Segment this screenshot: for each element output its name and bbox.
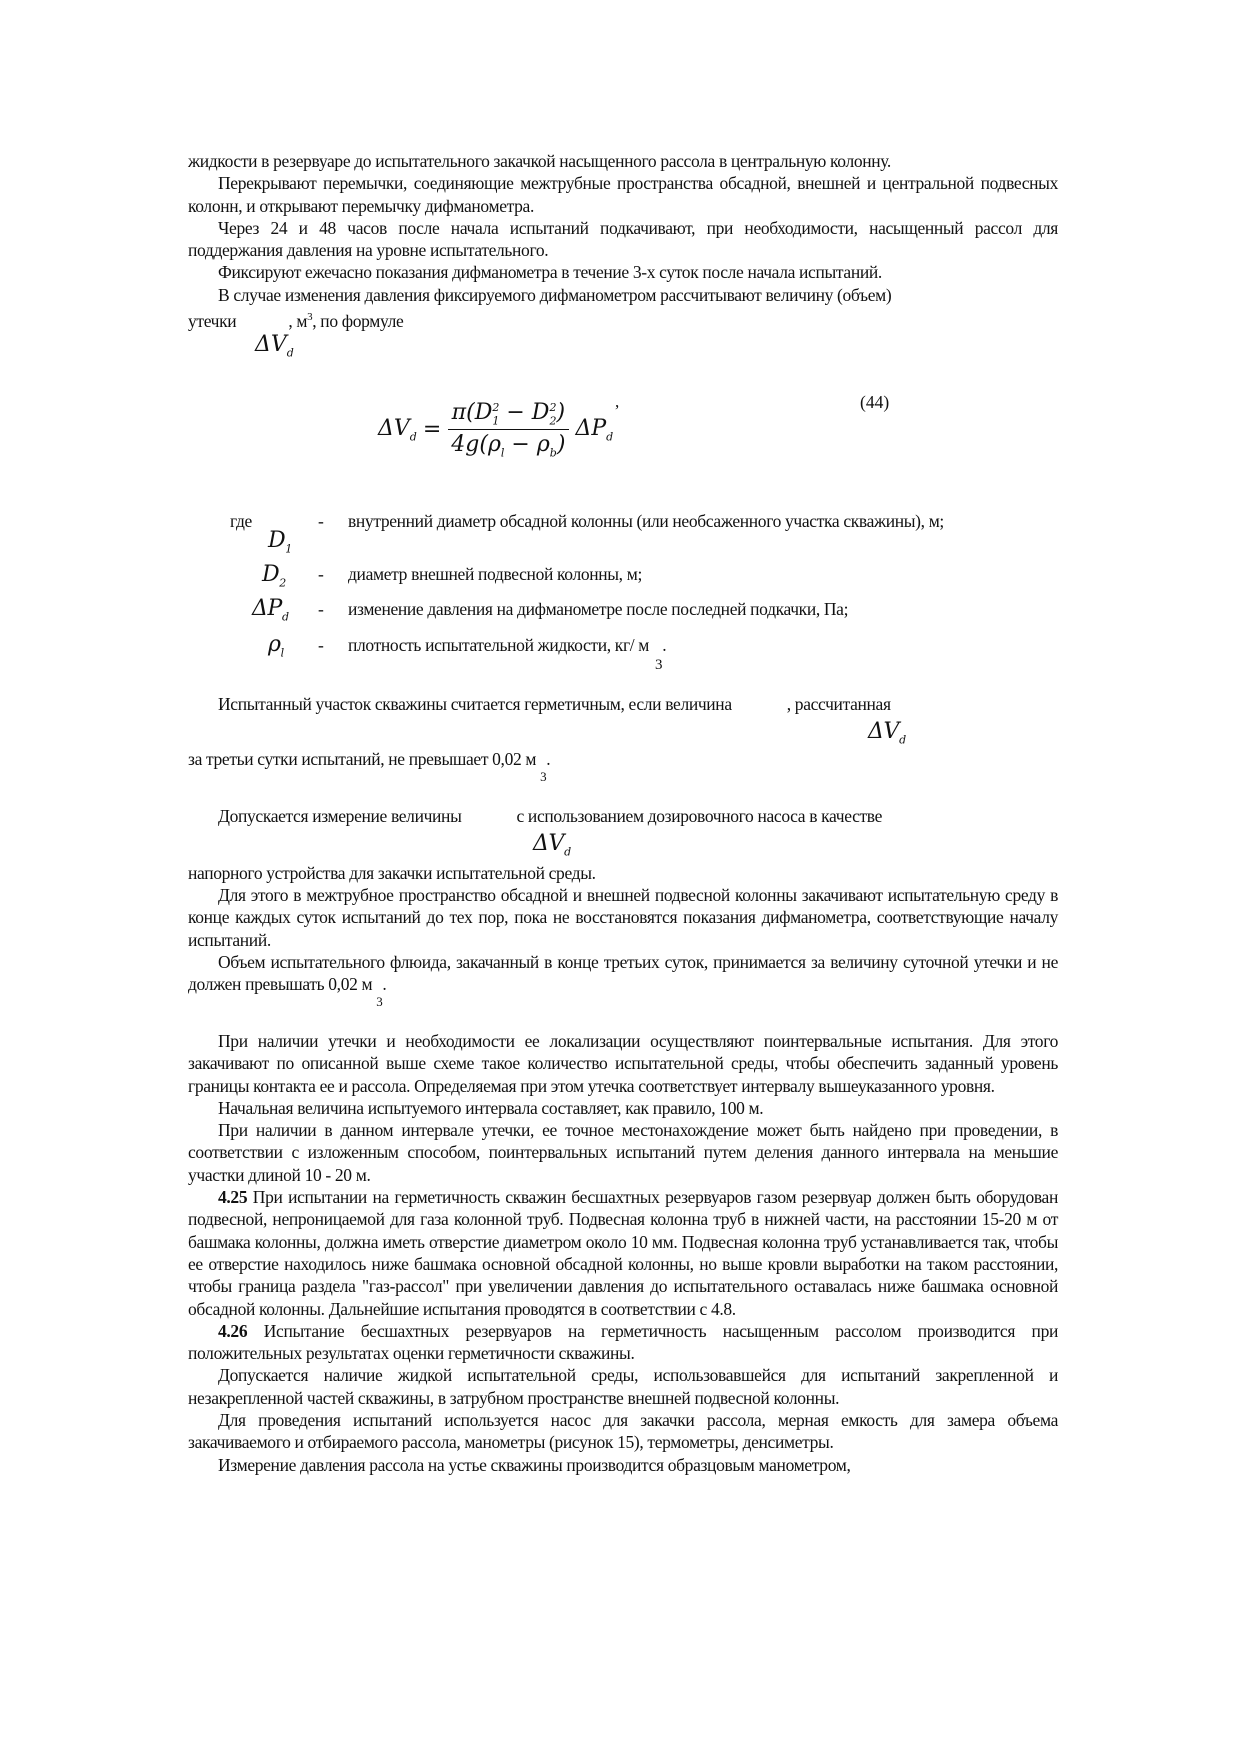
paragraph: жидкости в резервуаре до испытательного закачкой насыщенного рассола в центральную колонну. xyxy=(188,151,891,171)
formula-comma: , xyxy=(615,392,620,411)
body-text-mid xyxy=(188,884,1058,1010)
formula-44: $\Delta V_d$ = $\frac{\pi(D_1^2 - D_2^2)}{4g(\rho_l - \rho_b)}$ $\Delta P_d$ xyxy=(378,400,614,460)
dash: - xyxy=(318,511,324,531)
paragraph: Измерение давления рассола на устье скважины производится образцовым манометром, xyxy=(218,1454,851,1475)
section-4-25: 4.25 При испытании на герметичность скважин бесшахтных резервуаров газом резервуар должен быть оборудован подвесной, непроницаемой для газа колонной труб. Подвесная колонна труб в нижней части, на расстоянии 15-20 м от башмака колонны, должна иметь отверстие диаметром около 10 мм. Подвесная колонна труб устанавливается так, чтобы ее отверстие находилось ниже башмака основной обсадной колонны, но выше кровли выработки на таком расстоянии, чтобы граница раздела "газ-рассол" при увеличении давления до испытательного оставалась ниже башмака основной обсадной колонны. Дальнейшие испытания проводятся в соответствии с 4.8. xyxy=(188,1187,1058,1319)
dash: - xyxy=(318,599,324,619)
where-item-desc: диаметр внешней подвесной колонны, м; xyxy=(348,564,642,584)
paragraph: При наличии в данном интервале утечки, ее точное местонахождение может быть найдено при проведении, в соответствии с изложенным способом, поинтервальных испытаний путем деления данного интервала на меньшие участки длиной 10 - 20 м. xyxy=(188,1120,1058,1185)
symbol-delta-p: $\Delta P_d$ xyxy=(252,596,289,624)
where-item-desc: плотность испытательной жидкости, кг/ м3. xyxy=(348,635,667,673)
delta-v-symbol: $\Delta V_d$ xyxy=(255,332,294,360)
symbol-d2: $D_2$ xyxy=(262,562,286,590)
tightness-paragraph: Испытанный участок скважины считается герметичным, если величина , рассчитанная $\Delta V_d$ за третьи сутки испытаний, не превышает 0,02 $м_3$. xyxy=(188,694,906,784)
where-list xyxy=(188,510,1058,680)
paragraph: Через 24 и 48 часов после начала испытаний подкачивают, при необходимости, насыщенный рассол для поддержания давления на уровне испытательного. xyxy=(188,217,1058,261)
dash: - xyxy=(318,635,324,655)
symbol-d1: $D_1$ xyxy=(268,528,292,556)
dash: - xyxy=(318,564,324,584)
paragraph: Для проведения испытаний используется насос для закачки рассола, мерная емкость для замера объема закачиваемого и отбираемого рассола, манометры (рисунок 15), термометры, денсиметры. xyxy=(188,1410,1058,1453)
paragraph: При наличии утечки и необходимости ее локализации осуществляют поинтервальные испытания. Для этого закачивают по описанной выше схеме такое количество испытательной среды, чтобы обеспечить заданный уровень границы контакта ее и рассола. Определяемая при этом утечка соответствует интервалу вышеуказанного уровня. xyxy=(188,1031,1058,1096)
paragraph: Фиксируют ежечасно показания дифманометра в течение 3-х суток после начала испытаний. xyxy=(218,262,882,283)
body-text-bottom xyxy=(188,1030,1058,1476)
where-item-desc: изменение давления на дифманометре после последней подкачки, Па; xyxy=(348,599,849,619)
top-text xyxy=(188,150,1058,332)
paragraph: Начальная величина испытуемого интервала составляет, как правило, 100 м. xyxy=(218,1097,764,1118)
formula-number: (44) xyxy=(860,392,890,412)
paragraph: Перекрывают перемычки, соединяющие межтрубные пространства обсадной, внешней и центральной подвесных колонн, и открывают перемычку дифманометра. xyxy=(188,173,1058,216)
section-4-26: 4.26 Испытание бесшахтных резервуаров на герметичность насыщенным рассолом производится при положительных результатах оценки герметичности скважины. xyxy=(188,1320,1058,1364)
delta-v-symbol: $\Delta V_d$ xyxy=(868,719,906,747)
formula-intro: утечки , $м^3$, по формуле xyxy=(188,310,404,331)
symbol-rho-l: $\rho_l$ xyxy=(268,632,284,660)
delta-v-symbol: $\Delta V_d$ xyxy=(533,831,571,859)
where-label: где xyxy=(230,511,252,531)
allow-paragraph: Допускается измерение величины с использованием дозировочного насоса в качестве $\Delta V_d$ напорного устройства для закачки испытательной среды. xyxy=(188,806,883,883)
paragraph: В случае изменения давления фиксируемого дифманометром рассчитывают величину (объем) xyxy=(218,284,892,305)
paragraph: Объем испытательного флюида, закачанный в конце третьих суток, принимается за величину суточной утечки и не должен превышать 0,02 $м_3$. xyxy=(188,951,1058,1010)
where-item-desc: внутренний диаметр обсадной колонны (или необсаженного участка скважины), м; xyxy=(348,511,944,531)
paragraph: Допускается наличие жидкой испытательной среды, использовавшейся для испытаний закрепленной и незакрепленной частей скважины, в затрубном пространстве внешней подвесной колонны. xyxy=(188,1365,1058,1408)
paragraph: Для этого в межтрубное пространство обсадной и внешней подвесной колонны закачивают испытательную среду в конце каждых суток испытаний до тех пор, пока не восстановятся показания дифманометра, соответствующие началу испытаний. xyxy=(188,885,1058,950)
